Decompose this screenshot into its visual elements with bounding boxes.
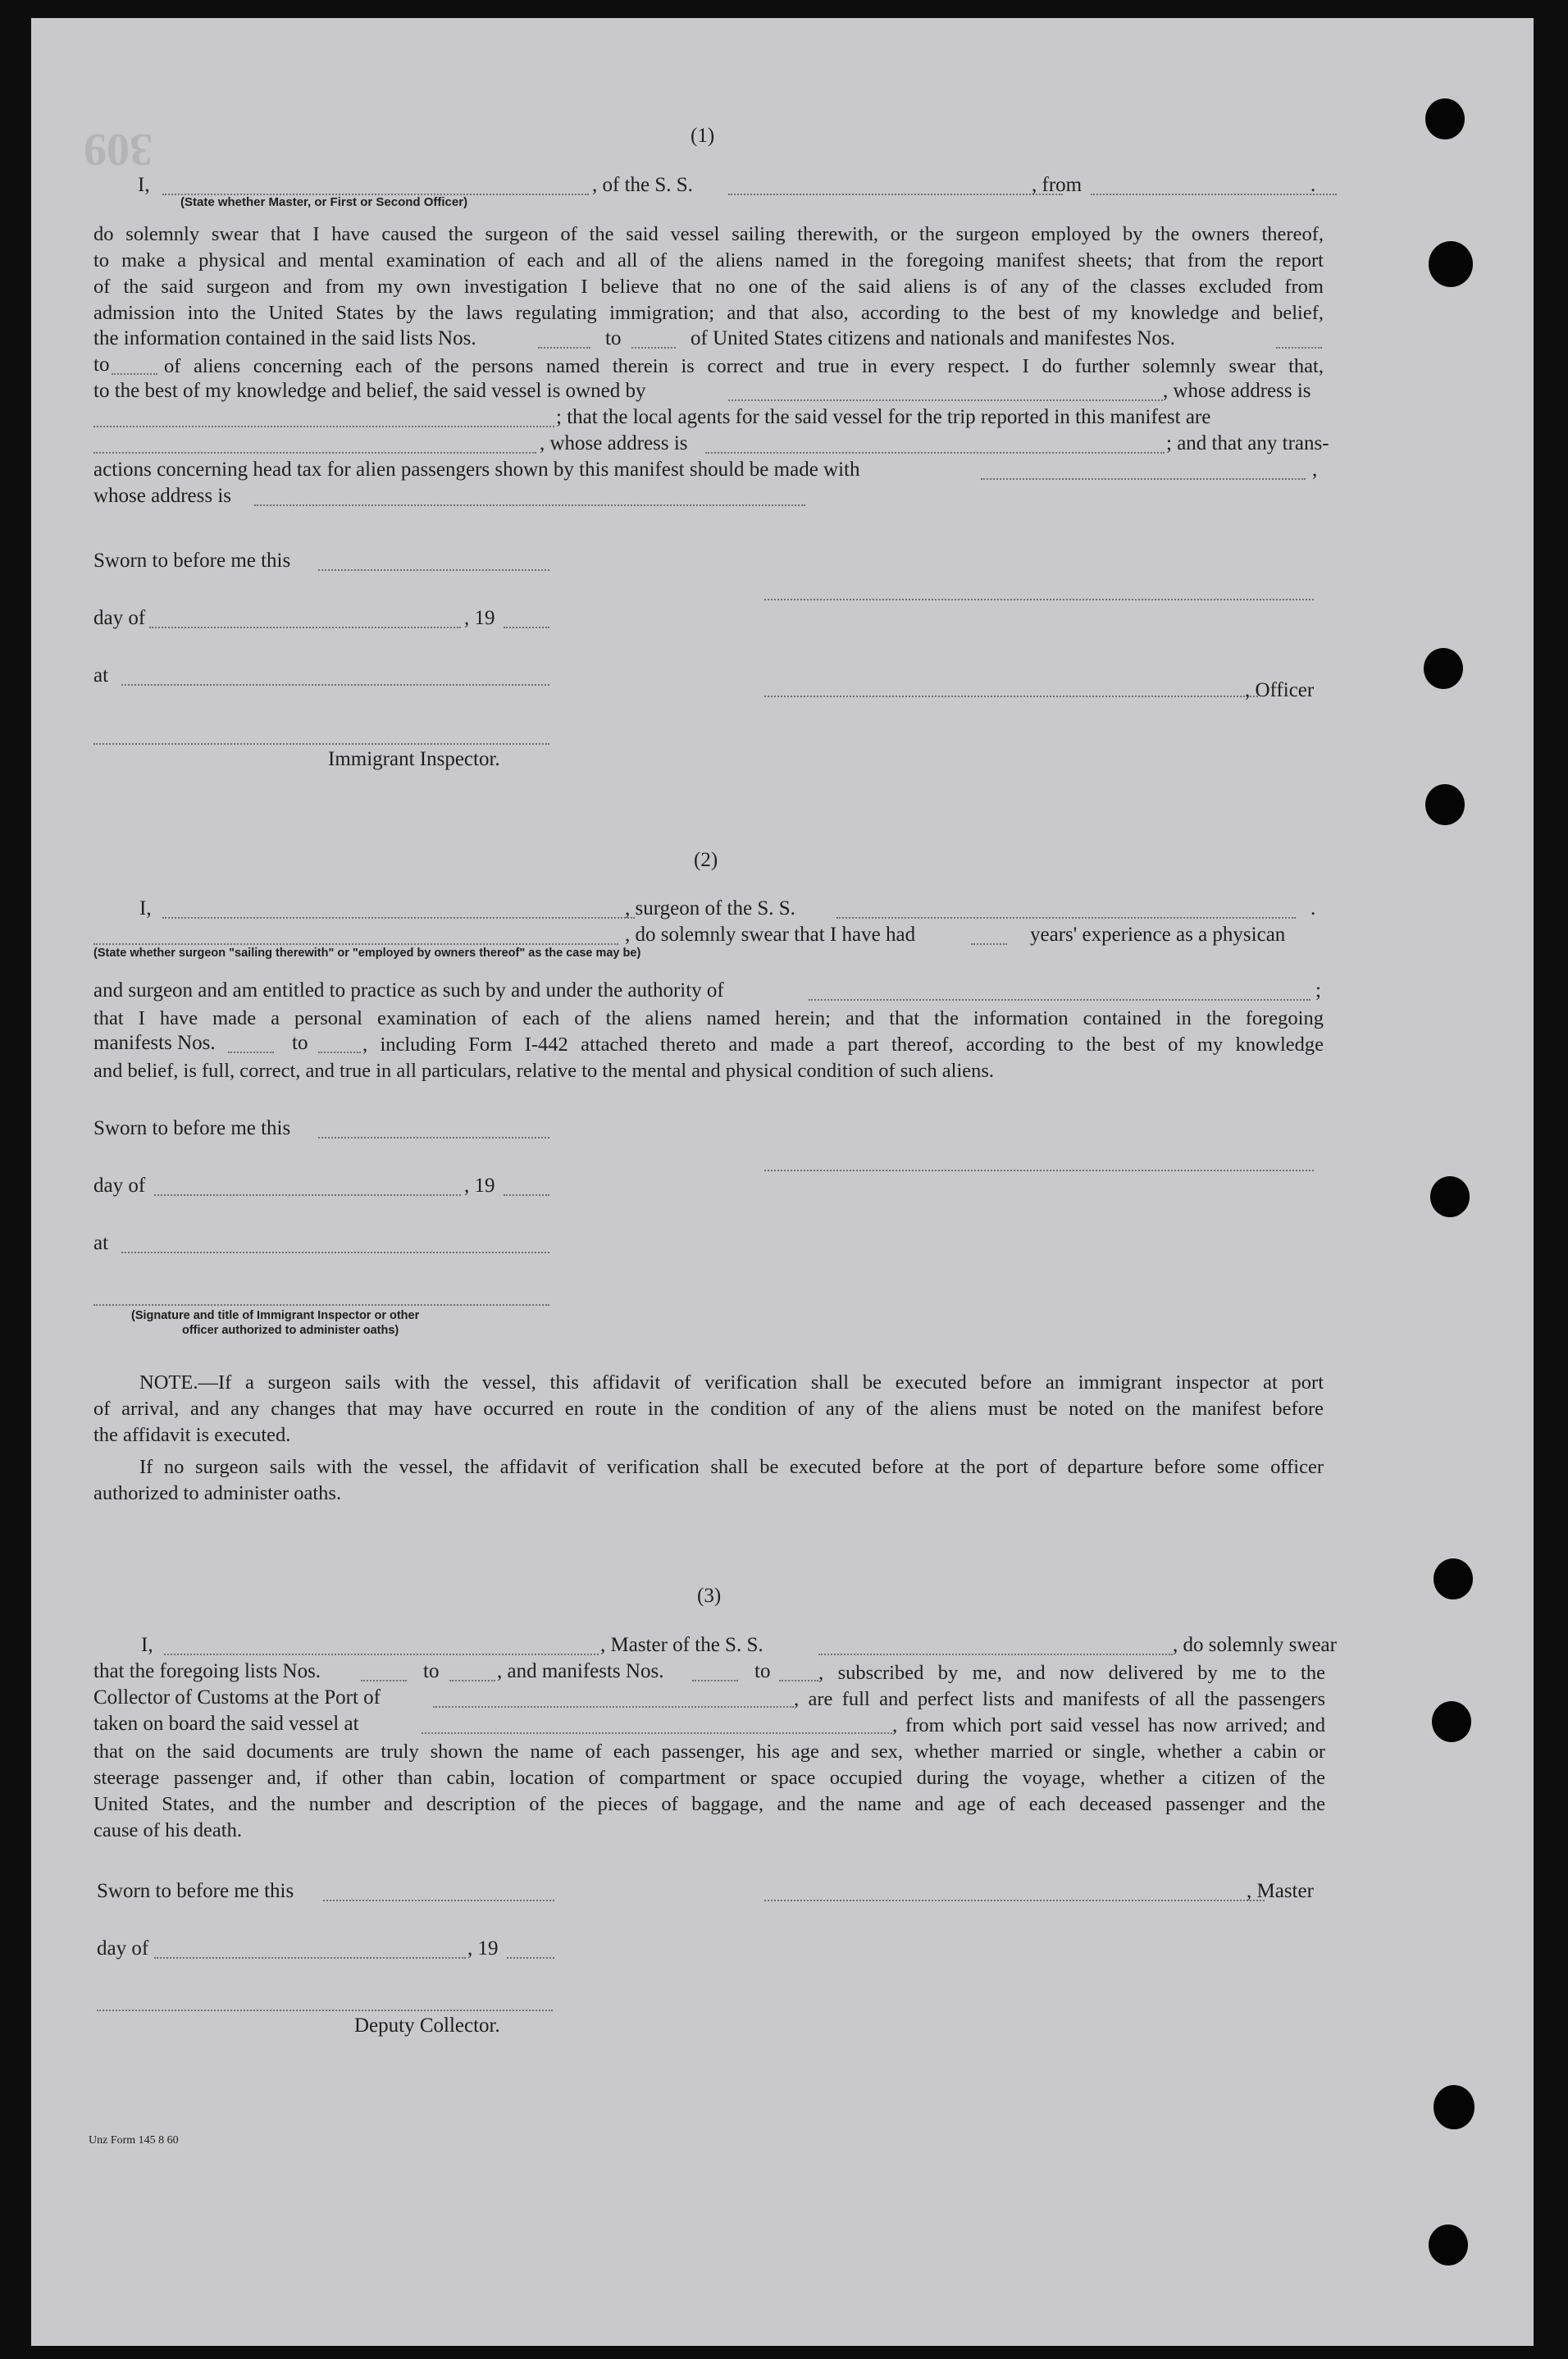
head-tax-address-field[interactable] (254, 504, 805, 506)
surgeon-note: (State whether surgeon "sailing therewith" or "employed by owners thereof" as the case may be) (93, 947, 641, 960)
s2-day-of-field[interactable] (154, 1194, 461, 1196)
s2-semicolon: ; (1315, 979, 1321, 1002)
punch-hole (1434, 1558, 1473, 1599)
s3-manifests-to-field[interactable] (779, 1680, 818, 1681)
s2-line-examination: that I have made a personal examination of each of the aliens named herein; and that the information contained in the foregoing (93, 1007, 1324, 1029)
s2-day-of-label: day of (93, 1175, 146, 1197)
section-2-surgeon-of: , surgeon of the S. S. (625, 897, 795, 919)
s1-line-2: to make a physical and mental examination of each and all of the aliens named in the foregoing manifest sheets; that from the report (93, 249, 1324, 271)
s2-authority: and surgeon and am entitled to practice as such by and under the authority of (93, 979, 724, 1002)
s2-manifests-nos: manifests Nos. (93, 1032, 216, 1054)
s1-owned-by: to the best of my knowledge and belief, the said vessel is owned by (93, 380, 646, 402)
s1-day-of-label: day of (93, 607, 146, 629)
s2-line-form: , including Form I-442 attached thereto and made a part thereof, according to the best of my knowledge (362, 1033, 1324, 1056)
s1-inspector-label: Immigrant Inspector. (328, 748, 500, 770)
s1-officer-label: , Officer (1245, 679, 1315, 701)
officer-note: (State whether Master, or First or Second Officer) (180, 195, 468, 209)
note-line-2: of arrival, and any changes that may have occurred en route in the condition of any of the aliens must be noted on the manifest before (93, 1398, 1324, 1420)
s3-master-label: , Master (1247, 1880, 1314, 1902)
s1-agent-address-label: , whose address is (540, 432, 688, 454)
s2-manifests-from-field[interactable] (228, 1052, 274, 1053)
s3-lists-to-field[interactable] (449, 1680, 495, 1681)
s2-inspector-signature-line[interactable] (93, 1304, 549, 1306)
s3-line-cause: cause of his death. (93, 1819, 242, 1841)
section-2-period: . (1310, 897, 1316, 919)
s3-sworn-label: Sworn to before me this (97, 1880, 294, 1902)
s2-sworn-date-field[interactable] (318, 1137, 549, 1138)
port-taken-on-board-field[interactable] (422, 1732, 892, 1734)
note-line-3: the affidavit is executed. (93, 1424, 291, 1446)
agent-address-field[interactable] (705, 452, 1165, 454)
manifests-nos-from-field[interactable] (1276, 347, 1322, 349)
s1-year-label: , 19 (464, 607, 495, 629)
s3-day-of-label: day of (97, 1937, 149, 1960)
s3-master-signature-line[interactable] (764, 1900, 1265, 1901)
s3-i: I, (141, 1634, 153, 1656)
s3-manifests-nos: , and manifests Nos. (497, 1660, 664, 1682)
punch-hole (1429, 241, 1473, 287)
authority-field[interactable] (809, 999, 1310, 1001)
deputy-collector-label: Deputy Collector. (354, 2015, 500, 2037)
s3-year-field[interactable] (507, 1957, 554, 1959)
s1-lists-nos: the information contained in the said lists Nos. (93, 327, 476, 349)
s1-citizens: of United States citizens and nationals and manifestes Nos. (691, 327, 1175, 349)
s2-year-label: , 19 (464, 1175, 495, 1197)
vessel-name-field[interactable] (728, 194, 1063, 195)
s3-year-label: , 19 (467, 1937, 499, 1960)
punch-hole (1430, 1176, 1470, 1217)
section-2-i: I, (139, 897, 152, 919)
s2-at-label: at (93, 1232, 109, 1254)
s3-master-of: , Master of the S. S. (600, 1634, 763, 1656)
s3-sworn-date-field[interactable] (323, 1900, 554, 1901)
surgeon-name-field[interactable] (162, 917, 635, 919)
s3-line-documents: that on the said documents are truly shown the name of each passenger, his age and sex, whether married or single, whether a cabin or (93, 1741, 1325, 1763)
s1-line-4: admission into the United States by the laws regulating immigration; and that also, according to the best of my knowledge and belief, (93, 302, 1324, 324)
s1-officer-signature-line[interactable] (764, 599, 1314, 600)
page-number-stamp: 309 (84, 124, 153, 175)
s1-owner-address-label: , whose address is (1163, 380, 1311, 402)
s3-collector-signature-line[interactable] (97, 2010, 553, 2011)
surgeon-vessel-field[interactable] (836, 917, 1296, 919)
s3-to-1: to (423, 1660, 440, 1682)
s1-day-of-field[interactable] (149, 627, 461, 628)
master-name-field[interactable] (164, 1654, 599, 1655)
local-agents-field[interactable] (93, 452, 536, 454)
note-line-4: If no surgeon sails with the vessel, the affidavit of verification shall be executed before at the port of departure before some officer (139, 1456, 1324, 1478)
s1-comma: , (1312, 459, 1318, 481)
s3-taken-on-board: taken on board the said vessel at (93, 1713, 359, 1735)
head-tax-contact-field[interactable] (981, 478, 1306, 480)
s1-at-label: at (93, 664, 109, 687)
section-1-period: . (1310, 174, 1316, 196)
section-2-number: (2) (694, 849, 718, 871)
s3-lists-nos: that the foregoing lists Nos. (93, 1660, 321, 1682)
s1-line-1: do solemnly swear that I have caused the surgeon of the said vessel sailing therewith, or the surgeon employed by the owners thereof, (93, 223, 1324, 245)
s1-line-aliens: of aliens concerning each of the persons named therein is correct and true in every respect. I do further solemnly swear that, (164, 355, 1324, 377)
s2-years-experience: years' experience as a physican (1030, 924, 1286, 946)
form-page (31, 18, 1534, 2346)
s3-arrived: , from which port said vessel has now arrived; and (892, 1714, 1325, 1736)
manifests-nos-to-field[interactable] (112, 373, 157, 375)
s1-whose-address: whose address is (93, 485, 232, 507)
s2-sworn-label: Sworn to before me this (93, 1117, 291, 1139)
s1-line-3: of the said surgeon and from my own investigation I believe that no one of the said aliens is of any of the classes excluded from (93, 276, 1324, 298)
note-line-1: NOTE.—If a surgeon sails with the vessel, this affidavit of verification shall be executed before an immigrant inspector at port (139, 1371, 1324, 1394)
s3-line-steerage: steerage passenger and, if other than cabin, location of compartment or space occupied during the voyage, whether a citizen of the (93, 1767, 1325, 1789)
punch-hole (1434, 2085, 1475, 2129)
s1-sworn-date-field[interactable] (318, 569, 549, 571)
punch-hole (1424, 648, 1463, 689)
lists-nos-from-field[interactable] (538, 347, 590, 349)
form-id: Unz Form 145 8 60 (89, 2134, 179, 2147)
s1-to-1: to (605, 327, 622, 349)
s3-full-perfect: , are full and perfect lists and manifests of all the passengers (794, 1688, 1325, 1710)
section-1-i: I, (138, 174, 150, 196)
s3-manifests-from-field[interactable] (692, 1680, 738, 1681)
surgeon-type-field[interactable] (93, 943, 618, 945)
s3-lists-from-field[interactable] (361, 1680, 407, 1681)
s1-sworn-label: Sworn to before me this (93, 550, 291, 572)
s2-year-field[interactable] (504, 1194, 549, 1196)
punch-hole (1429, 2224, 1468, 2265)
s1-officer-name-field[interactable] (764, 696, 1258, 697)
s1-to-2: to (93, 354, 110, 376)
s1-at-field[interactable] (121, 684, 549, 686)
owner-address-field[interactable] (93, 426, 554, 427)
s1-inspector-signature-line[interactable] (93, 743, 549, 745)
owner-field[interactable] (728, 399, 1163, 401)
s3-collector: Collector of Customs at the Port of (93, 1686, 381, 1709)
s2-line-belief: and belief, is full, correct, and true in all particulars, relative to the mental and physical condition of such aliens. (93, 1060, 995, 1082)
s1-transactions: ; and that any trans- (1166, 432, 1329, 454)
section-1-number: (1) (691, 125, 715, 147)
note-line-5: authorized to administer oaths. (93, 1482, 342, 1504)
s2-signature-note-2: officer authorized to administer oaths) (182, 1324, 399, 1337)
s2-to: to (292, 1032, 308, 1054)
punch-hole (1425, 784, 1465, 825)
s2-swear-years: , do solemnly swear that I have had (625, 924, 916, 946)
s3-subscribed: , subscribed by me, and now delivered by me to the (818, 1662, 1325, 1684)
s1-year-field[interactable] (504, 627, 549, 628)
punch-hole (1425, 98, 1465, 139)
section-3-number: (3) (697, 1585, 722, 1607)
s3-solemnly-swear: , do solemnly swear (1173, 1634, 1337, 1656)
s2-signature-note-1: (Signature and title of Immigrant Inspector or other (131, 1309, 420, 1322)
punch-hole (1432, 1701, 1471, 1742)
s1-head-tax: actions concerning head tax for alien passengers shown by this manifest should be made with (93, 459, 860, 481)
from-port-field[interactable] (1091, 194, 1337, 195)
s3-day-of-field[interactable] (154, 1957, 466, 1959)
s3-vessel-field[interactable] (818, 1654, 1173, 1655)
section-1-of-ss: , of the S. S. (592, 174, 693, 196)
port-of-field[interactable] (433, 1706, 794, 1708)
s2-at-field[interactable] (121, 1252, 549, 1253)
section-1-from: , from (1032, 174, 1083, 196)
s3-line-united-states: United States, and the number and description of the pieces of baggage, and the name and age of each deceased passenger and the (93, 1793, 1325, 1815)
lists-nos-to-field[interactable] (631, 347, 676, 349)
s2-manifests-to-field[interactable] (318, 1052, 361, 1053)
s3-to-2: to (754, 1660, 771, 1682)
s2-surgeon-signature-line[interactable] (764, 1170, 1314, 1171)
s1-local-agents: ; that the local agents for the said vessel for the trip reported in this manifest are (556, 406, 1211, 428)
years-experience-field[interactable] (971, 943, 1007, 945)
